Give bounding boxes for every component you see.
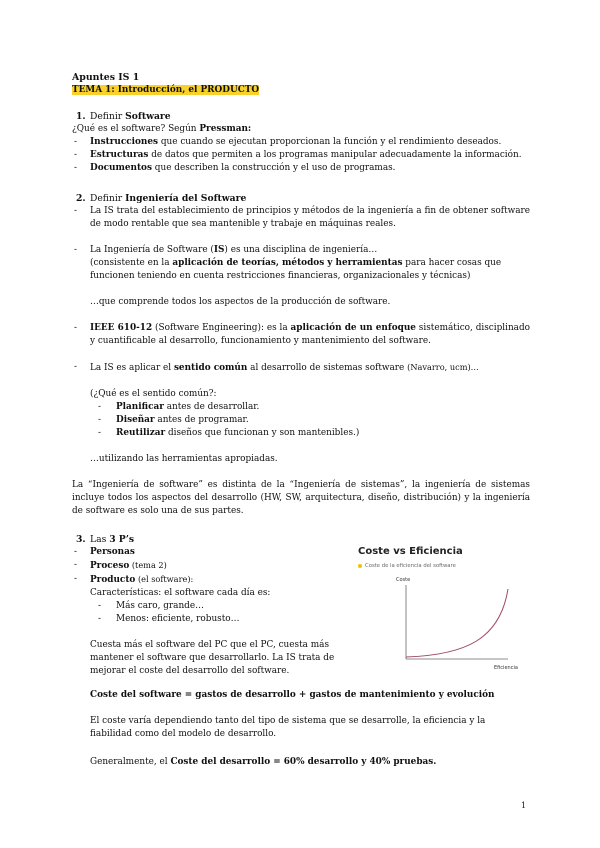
y-axis-label: Coste <box>396 577 411 583</box>
list-item: - Estructuras de datos que permiten a los programas manipular adecuadamente la información. <box>74 150 522 160</box>
list-item: - La Ingeniería de Software (IS) es una disciplina de ingeniería… <box>74 245 378 255</box>
pressman-question: ¿Qué es el software? Según Pressman: <box>72 124 252 134</box>
section-2-heading: 2. Definir Ingeniería del Software <box>76 193 247 204</box>
sub-list-item: - Planificar antes de desarrollar. <box>98 402 260 412</box>
caracteristicas-line: Características: el software cada día es: <box>90 588 271 598</box>
definition-detail: …que comprende todos los aspectos de la producción de software. <box>90 297 391 307</box>
section-1 <box>72 110 530 175</box>
tema-heading: TEMA 1: Introducción, el PRODUCTO <box>72 85 260 95</box>
section-3-heading: 3. Las 3 P’s <box>76 534 135 545</box>
section-2 <box>72 192 530 466</box>
page-number: 1 <box>521 801 527 810</box>
legend-label: Coste de la eficiencia del software <box>365 563 456 569</box>
definition-detail: (consistente en la aplicación de teorías, métodos y herramientas para hacer cosas que funcionen teniendo en cuenta restricciones financieras, organizacionales y técnicas) <box>90 258 502 281</box>
list-item: - Proceso (tema 2) <box>74 560 167 571</box>
coste-varia-paragraph: El coste varía dependiendo tanto del tipo de sistema que se desarrolle, la eficiencia y la fiabilidad como del modelo de desarrollo. <box>90 716 486 739</box>
document-header <box>72 71 530 97</box>
list-item: - Documentos que describen la construcción y el uso de programas. <box>74 163 396 173</box>
x-axis-label: Eficiencia <box>494 665 518 671</box>
list-item: - Instrucciones que cuando se ejecutan proporcionan la función y el rendimiento deseados. <box>74 137 502 147</box>
sub-list-item: - Reutilizar diseños que funcionan y son mantenibles.) <box>98 428 360 438</box>
chart-title: Coste vs Eficiencia <box>358 546 463 557</box>
cuesta-paragraph: Cuesta más el software del PC que el PC, cuesta más mantener el software que desarrollarlo. La IS trata de mejorar el coste del desarrollo del software. <box>90 640 335 676</box>
list-item: - IEEE 610-12 (Software Engineering): es la aplicación de un enfoque sistemático, disciplinado y cuantificable al desarrollo, funcionamiento y mantenimiento del software. <box>74 323 530 346</box>
document-title: Apuntes IS 1 <box>72 72 140 83</box>
section-3 <box>72 533 352 678</box>
section-1-heading: 1. Definir Software <box>76 111 171 122</box>
coste-eficiencia-chart <box>358 545 530 675</box>
generalmente-line: Generalmente, el Coste del desarrollo = 60% desarrollo y 40% pruebas. <box>90 757 437 767</box>
sub-list-item: - Más caro, grande… <box>98 601 204 611</box>
sentido-comun-question: (¿Qué es el sentido común?: <box>90 389 217 399</box>
formula-line: Coste del software = gastos de desarrollo + gastos de mantenimiento y evolución <box>90 690 495 700</box>
list-item: - La IS trata del establecimiento de principios y métodos de la ingeniería a fin de obtener software de modo rentable que sea mantenible y trabaje en máquinas reales. <box>74 206 530 229</box>
list-item: - La IS es aplicar el sentido común al desarrollo de sistemas software (Navarro, ucm)… <box>74 362 479 373</box>
sistemas-paragraph: La “Ingeniería de software” es distinta de la “Ingeniería de sistemas”, la ingeniería de sistemas incluye todos los aspectos del desarrollo (HW, SW, arquitectura, diseño, distribución) y la ingeniería de software es solo una de sus partes. <box>72 480 530 516</box>
herramientas-line: …utilizando las herramientas apropiadas. <box>90 454 278 464</box>
list-item: - Personas <box>74 547 135 557</box>
series-line <box>406 589 508 657</box>
sub-list-item: - Menos: eficiente, robusto… <box>98 614 240 624</box>
chart-plot <box>358 567 530 677</box>
list-item: - Producto (el software): <box>74 574 194 585</box>
sub-list-item: - Diseñar antes de programar. <box>98 415 249 425</box>
